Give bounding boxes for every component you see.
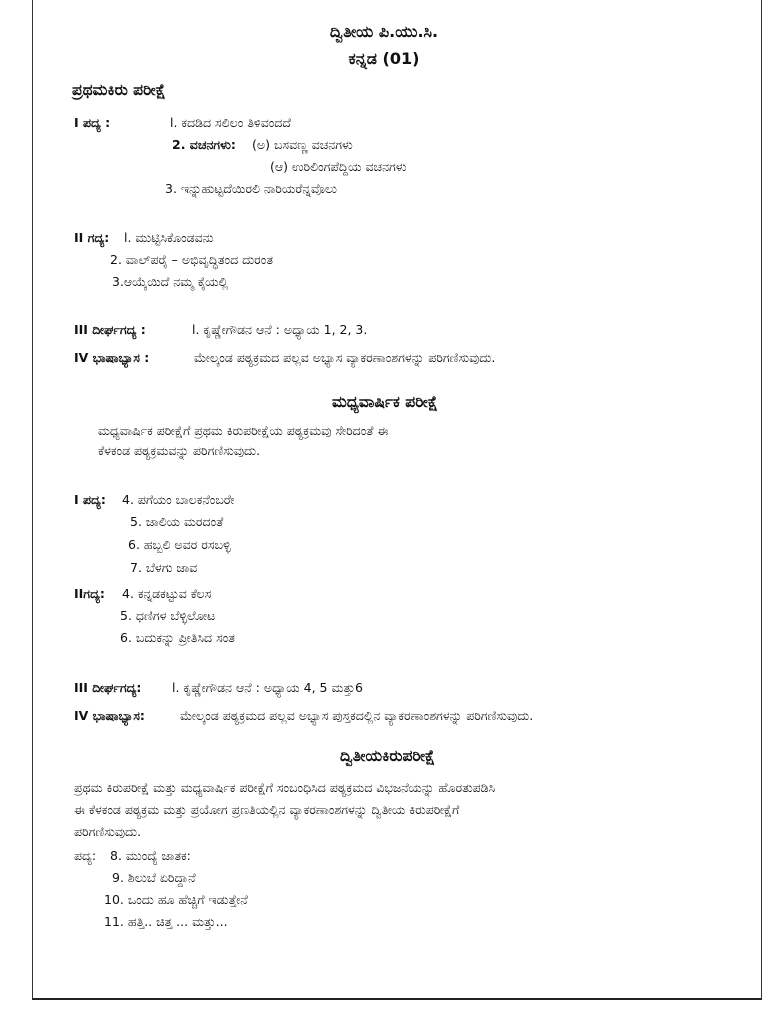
mid-long-prose-label: III ದೀರ್ಘಗದ್ಯ: [74,680,142,695]
first-poetry-item: 2. ವಚನಗಳು: [172,137,236,152]
first-long-prose-label: III ದೀರ್ಘಗದ್ಯ : [74,322,146,337]
first-exam-heading: ಪ್ರಥಮಕಿರು ಪರೀಕ್ಷೆ [72,81,166,99]
second-exam-heading: ದ್ವಿತೀಯಕಿರುಪರೀಕ್ಷೆ [340,747,436,765]
first-grammar-label: IV ಭಾಷಾಭ್ಯಾಸ : [74,350,150,365]
mid-grammar-text: ಮೇಲ್ಕಂಡ ಪಠ್ಯಕ್ರಮದ ಪಲ್ಲವ ಅಭ್ಯಾಸ ಪುಸ್ತಕದಲ್ಲಿನ ವ್ಯಾಕರಣಾಂಶಗಳನ್ನು ಪರಿಗಣಿಸುವುದು. [180,708,534,723]
first-poetry-item: l. ಕದಡಿದ ಸಲಿಲಂ ತಿಳಿವಂದದೆ [170,115,291,130]
second-poetry-item: 11. ಹತ್ತಿ.. ಚಿತ್ತ ... ಮತ್ತು... [104,914,228,929]
document-title: ದ್ವಿತೀಯ ಪಿ.ಯು.ಸಿ. [329,22,439,41]
first-long-prose-text: l. ಕೃಷ್ಣೇಗೌಡನ ಆನೆ : ಅಧ್ಯಾಯ 1, 2, 3. [192,322,368,337]
second-poetry-item: 10. ಒಂದು ಹೂ ಹೆಚ್ಚಿಗೆ ಇಡುತ್ತೇನೆ [104,892,248,907]
mid-poetry-item: 5. ಜಾಲಿಯ ಮರದಂತೆ [130,514,224,529]
mid-exam-intro: ಕೆಳಕಂಡ ಪಠ್ಯಕ್ರಮವನ್ನು ಪರಿಗಣಿಸುವುದು. [98,443,261,458]
mid-poetry-label: I ಪದ್ಯ: [74,492,106,507]
first-prose-item: 2. ವಾಲ್‌ಪರೈ – ಅಭಿವೃದ್ಧಿತಂದ ದುರಂತ [110,252,273,267]
mid-exam-intro: ಮಧ್ಯವಾರ್ಷಿಕ ಪರೀಕ್ಷೆಗೆ ಪ್ರಥಮ ಕಿರುಪರೀಕ್ಷೆಯ ಪಠ್ಯಕ್ರಮವು ಸೇರಿದಂತೆ ಈ [98,423,389,438]
second-exam-intro: ಪ್ರಥಮ ಕಿರುಪರೀಕ್ಷೆ ಮತ್ತು ಮಧ್ಯವಾರ್ಷಿಕ ಪರೀಕ್ಷೆಗೆ ಸಂಬಂಧಿಸಿದ ಪಠ್ಯಕ್ರಮದ ವಿಭಜನೆಯನ್ನು ಹೊರತುಪಡಿಸಿ [74,780,496,795]
mid-poetry-item: 7. ಬೆಳಗು ಜಾವ [130,560,198,575]
mid-poetry-item: 4. ಪಗೆಯಂ ಬಾಲಕನೆಂಬರೇ [122,492,235,507]
first-prose-item: 3.ಆಯ್ಕೆಯಿದೆ ನಮ್ಮ ಕೈಯಲ್ಲಿ [112,274,228,289]
first-prose-item: l. ಮುಟ್ಟಿಸಿಕೊಂಡವನು [124,230,214,245]
first-grammar-text: ಮೇಲ್ಕಂಡ ಪಠ್ಯಕ್ರಮದ ಪಲ್ಲವ ಅಭ್ಯಾಸ ವ್ಯಾಕರಣಾಂಶಗಳನ್ನು ಪರಿಗಣಿಸುವುದು. [194,350,496,365]
subject-title: ಕನ್ನಡ (01) [348,49,420,68]
second-poetry-item: 8. ಮುಂದ್ಯೆ ಜಾತಕ: [110,848,191,863]
mid-grammar-label: IV ಭಾಷಾಭ್ಯಾಸ: [74,708,145,723]
mid-prose-item: 4. ಕನ್ನಡಕಟ್ಟುವ ಕೆಲಸ [122,586,212,601]
mid-prose-item: 5. ಧಣಿಗಳ ಬೆಳ್ಳಿಲೋಟ [120,608,216,623]
second-exam-intro: ಈ ಕೆಳಕಂಡ ಪಠ್ಯಕ್ರಮ ಮತ್ತು ಪ್ರಯೋಗ ಪ್ರಣತಿಯಲ್ಲಿನ ವ್ಯಾಕರಣಾಂಶಗಳನ್ನು ದ್ವಿತೀಯ ಕಿರುಪರೀಕ್ಷೆಗೆ [74,802,460,817]
mid-prose-label: IIಗದ್ಯ: [74,586,105,601]
second-poetry-item: 9. ಶಿಲುಬೆ ಏರಿದ್ದಾನೆ [112,870,196,885]
first-poetry-label: I ಪದ್ಯ : [74,115,111,130]
mid-long-prose-text: l. ಕೃಷ್ಣೇಗೌಡನ ಆನೆ : ಅಧ್ಯಾಯ 4, 5 ಮತ್ತು6 [172,680,363,695]
mid-exam-heading: ಮಧ್ಯವಾರ್ಷಿಕ ಪರೀಕ್ಷೆ [332,393,438,411]
mid-prose-item: 6. ಬದುಕನ್ನು ಪ್ರೀತಿಸಿದ ಸಂತ [120,630,235,645]
first-poetry-item: 3. ಇನ್ನುಹುಟ್ಟದೆಯಿರಲಿ ನಾರಿಯರೆನ್ನವೊಲು [165,181,338,196]
first-poetry-subitem: (ಆ) ಉರಿಲಿಂಗಪೆದ್ದಿಯ ವಚನಗಳು [270,159,407,174]
first-poetry-subitem: (ಅ) ಬಸವಣ್ಣ ವಚನಗಳು [252,137,353,152]
second-poetry-label: ಪದ್ಯ: [74,848,97,863]
first-prose-label: II ಗದ್ಯ: [74,230,110,245]
mid-poetry-item: 6. ಹಬ್ಬಲಿ ಅವರ ರಸಬಳ್ಳಿ [128,537,231,552]
second-exam-intro: ಪರಿಗಣಿಸುವುದು. [74,824,142,839]
